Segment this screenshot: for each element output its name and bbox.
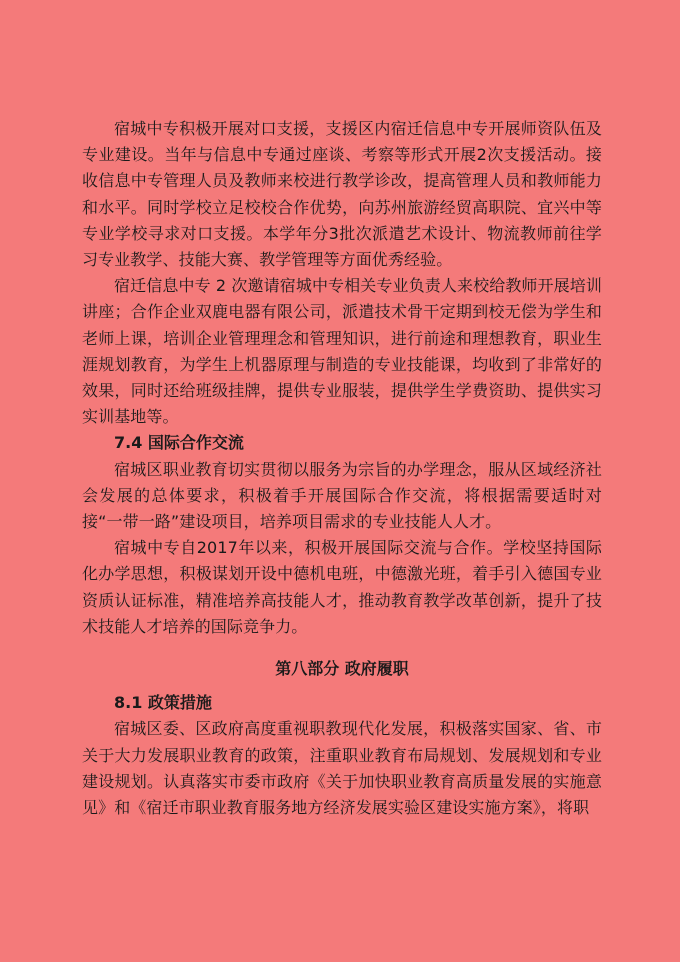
document-page xyxy=(82,116,602,821)
paragraph-exchange: 宿城中专自2017年以来，积极开展国际交流与合作。学校坚持国际化办学思想，积极谋划开设中德机电班，中德激光班，着手引入德国专业资质认证标准，精准培养高技能人才，推动教育教学改革创新，提升了技术技能人才培养的国际竞争力。 xyxy=(82,538,602,636)
section-heading-7-4: 7.4 国际合作交流 xyxy=(114,433,244,453)
paragraph-policy: 宿城区委、区政府高度重视职教现代化发展，积极落实国家、省、市关于大力发展职业教育的政策，注重职业教育布局规划、发展规划和专业建设规划。认真落实市委市政府《关于加快职业教育高质量发展的实施意见》和《宿迁市职业教育服务地方经济发展实验区建设实施方案》，将职 xyxy=(82,719,602,818)
part-title-8: 第八部分 政府履职 xyxy=(275,659,409,679)
section-heading-8-1: 8.1 政策措施 xyxy=(114,693,212,713)
paragraph-training: 宿迁信息中专 2 次邀请宿城中专相关专业负责人来校给教师开展培训讲座；合作企业双鹿电器有限公司，派遣技术骨干定期到校无偿为学生和老师上课，培训企业管理理念和管理知识，进行前途和理想教育，职业生涯规划教育，为学生上机器原理与制造的专业技能课，均收到了非常好的效果，同时还给班级挂牌，提供专业服装，提供学生学费资助、提供实习实训基地等。 xyxy=(82,276,602,427)
paragraph-international: 宿城区职业教育切实贯彻以服务为宗旨的办学理念，服从区域经济社会发展的总体要求，积极着手开展国际合作交流，将根据需要适时对接“一带一路”建设项目，培养项目需求的专业技能人人才。 xyxy=(82,459,602,532)
paragraph-support: 宿城中专积极开展对口支援，支援区内宿迁信息中专开展师资队伍及专业建设。当年与信息中专通过座谈、考察等形式开展2次支援活动。接收信息中专管理人员及教师来校进行教学诊改，提高管理人员和教师能力和水平。同时学校立足校校合作优势，向苏州旅游经贸高职院、宜兴中等专业学校寻求对口支援。本学年分3批次派遣艺术设计、物流教师前往学习专业教学、技能大赛、教学管理等方面优秀经验。 xyxy=(82,119,602,270)
